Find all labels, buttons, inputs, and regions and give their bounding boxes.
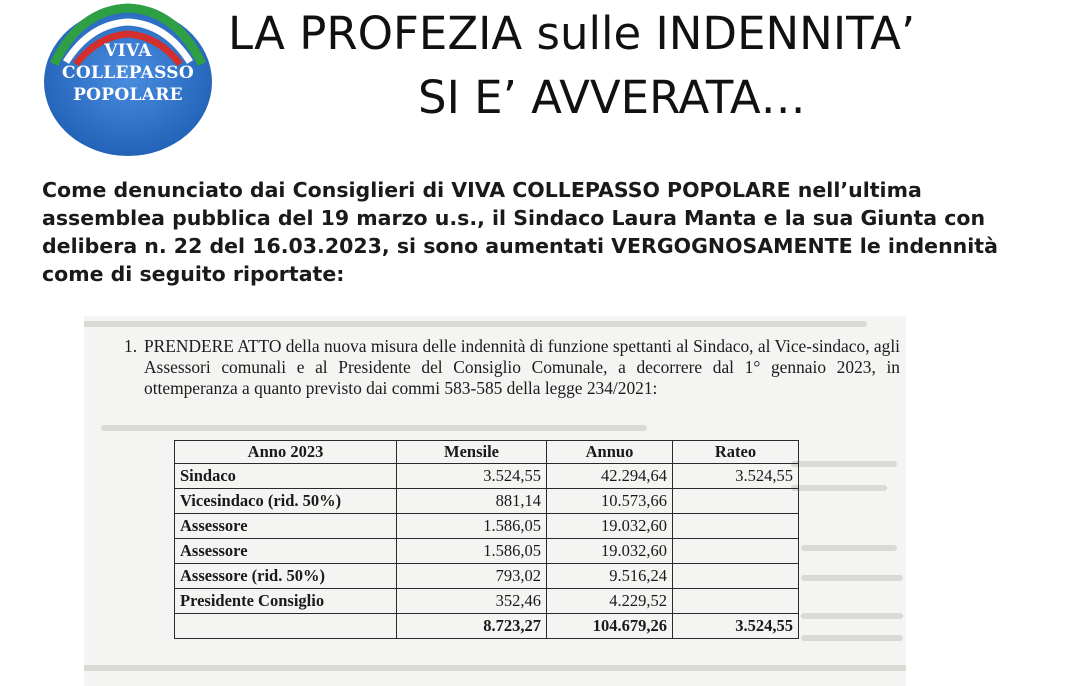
header-annuo: Annuo — [547, 441, 673, 464]
row-role: Vicesindaco (rid. 50%) — [175, 489, 397, 514]
table-row — [175, 539, 799, 564]
row-annuo: 42.294,64 — [547, 464, 673, 489]
table-row — [175, 589, 799, 614]
row-annuo: 19.032,60 — [547, 539, 673, 564]
row-mensile: 352,46 — [397, 589, 547, 614]
total-label — [175, 614, 397, 639]
row-mensile: 1.586,05 — [397, 514, 547, 539]
row-role: Presidente Consiglio — [175, 589, 397, 614]
row-role: Sindaco — [175, 464, 397, 489]
logo-text-viva: VIVA — [104, 41, 152, 61]
row-annuo: 10.573,66 — [547, 489, 673, 514]
item-number: 1. — [124, 336, 138, 356]
scanned-document — [84, 316, 906, 686]
row-annuo: 9.516,24 — [547, 564, 673, 589]
row-rateo — [673, 564, 799, 589]
row-role: Assessore (rid. 50%) — [175, 564, 397, 589]
row-rateo — [673, 489, 799, 514]
row-annuo: 19.032,60 — [547, 514, 673, 539]
total-rateo: 3.524,55 — [673, 614, 799, 639]
table-row — [175, 489, 799, 514]
table-total-row — [175, 614, 799, 639]
item-text: PRENDERE ATTO della nuova misura delle indennità di funzione spettanti al Sindaco, al Vice-sindaco, agli Assessori comunali e al Presidente del Consiglio Comunale, a decorrere dal 1° gennaio 2023, in ottemperanza a quanto previsto dai commi 583-585 della legge 234/2021: — [144, 336, 900, 398]
headline-line-1: LA PROFEZIA sulle INDENNITA’ — [228, 7, 916, 60]
indemnity-table — [174, 440, 799, 639]
header-rateo: Rateo — [673, 441, 799, 464]
row-rateo: 3.524,55 — [673, 464, 799, 489]
party-logo — [40, 2, 216, 158]
table-row — [175, 464, 799, 489]
total-mensile: 8.723,27 — [397, 614, 547, 639]
table-header-row — [175, 441, 799, 464]
logo-text-popolare: POPOLARE — [73, 85, 183, 105]
intro-paragraph: Come denunciato dai Consiglieri di VIVA COLLEPASSO POPOLARE nell’ultima assemblea pubblica del 19 marzo u.s., il Sindaco Laura Manta e la sua Giunta con delibera n. 22 del 16.03.2023, si sono aumentati VERGOGNOSAMENTE le indennità come di seguito riportate: — [42, 178, 998, 286]
row-role: Assessore — [175, 514, 397, 539]
total-annuo: 104.679,26 — [547, 614, 673, 639]
row-rateo — [673, 539, 799, 564]
header-anno: Anno 2023 — [175, 441, 397, 464]
header-mensile: Mensile — [397, 441, 547, 464]
row-mensile: 1.586,05 — [397, 539, 547, 564]
row-rateo — [673, 514, 799, 539]
headline-line-2: SI E’ AVVERATA… — [418, 71, 806, 124]
row-rateo — [673, 589, 799, 614]
row-annuo: 4.229,52 — [547, 589, 673, 614]
row-mensile: 881,14 — [397, 489, 547, 514]
table-row — [175, 564, 799, 589]
row-mensile: 793,02 — [397, 564, 547, 589]
row-mensile: 3.524,55 — [397, 464, 547, 489]
row-role: Assessore — [175, 539, 397, 564]
logo-text-collepasso: COLLEPASSO — [62, 63, 194, 83]
table-row — [175, 514, 799, 539]
